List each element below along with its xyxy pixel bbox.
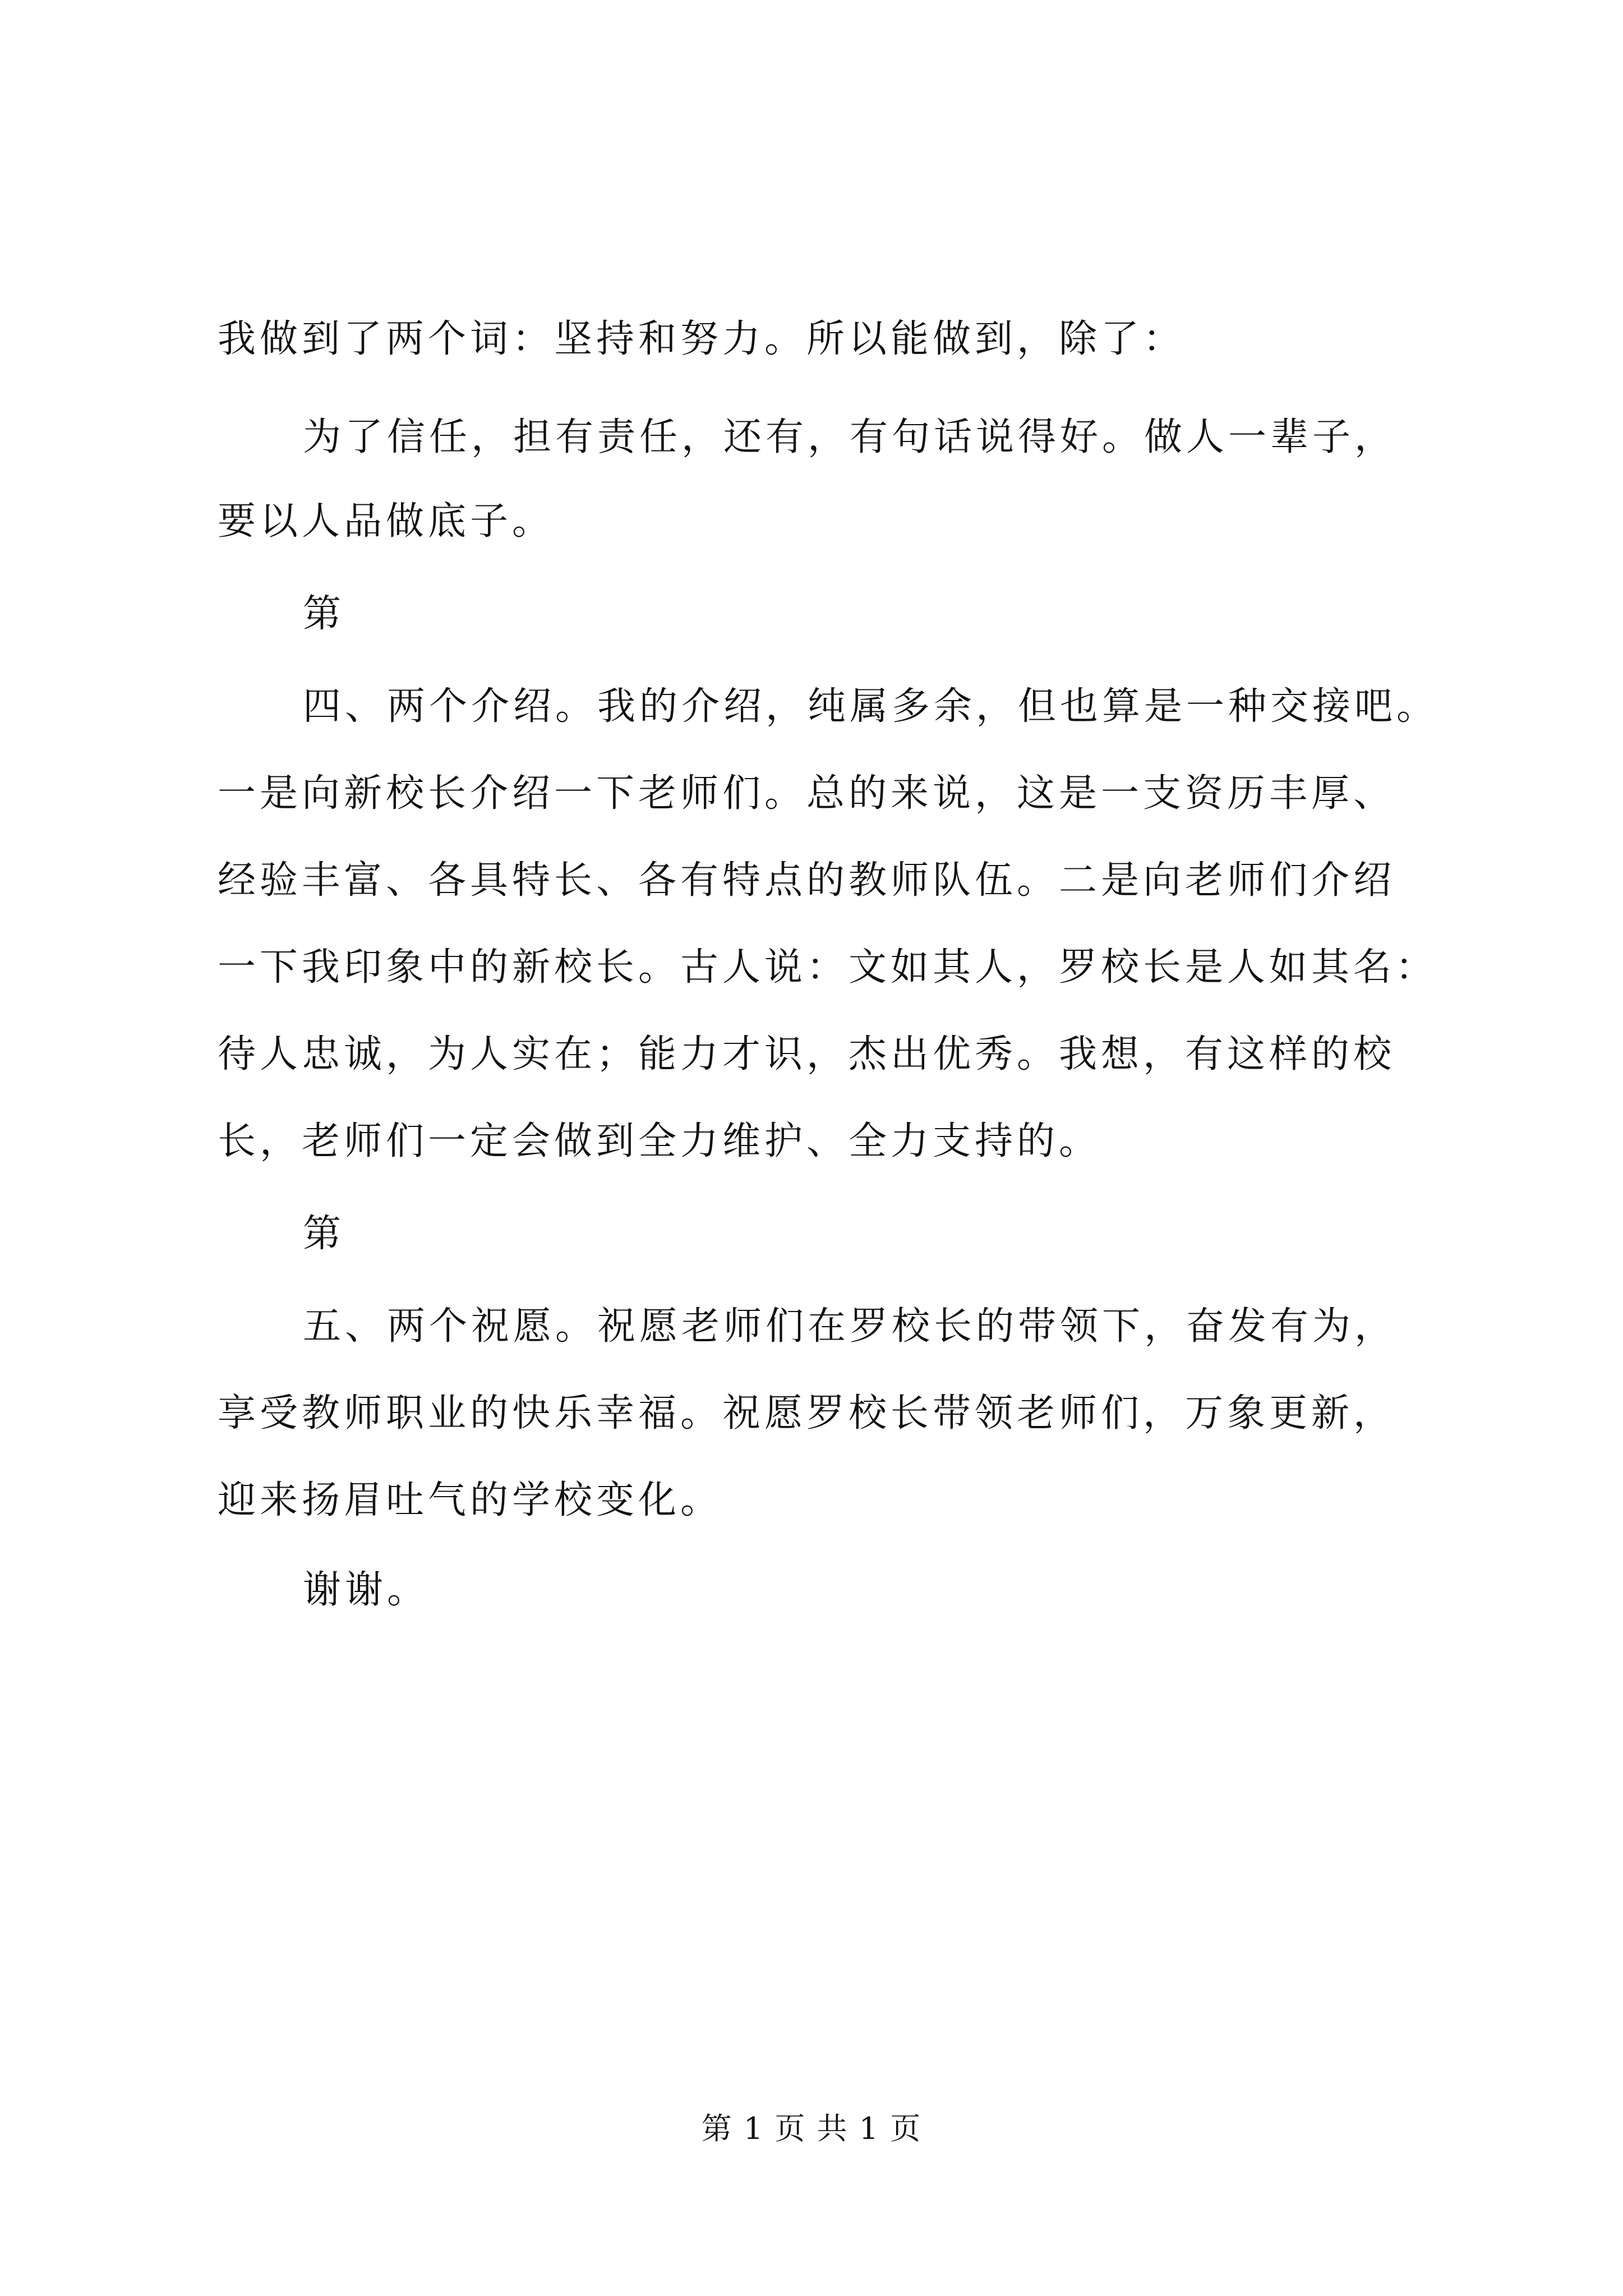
text-line: 长，老师们一定会做到全力维护、全力支持的。 — [218, 1119, 1101, 1163]
text-line: 为了信任，担有责任，还有，有句话说得好。做人一辈子， — [303, 415, 1397, 459]
text-line: 第 — [303, 1212, 345, 1256]
text-line: 四、两个介绍。我的介绍，纯属多余，但也算是一种交接吧。 — [303, 684, 1439, 729]
page-footer: 第 1 页 共 1 页 — [701, 2111, 922, 2146]
text-line: 经验丰富、各具特长、各有特点的教师队伍。二是向老师们介绍 — [218, 858, 1396, 903]
text-line: 一下我印象中的新校长。古人说：文如其人，罗校长是人如其名： — [218, 945, 1438, 990]
text-line: 谢谢。 — [303, 1568, 430, 1612]
text-line: 第 — [303, 592, 345, 636]
text-line: 要以人品做底子。 — [218, 499, 555, 544]
text-line: 迎来扬眉吐气的学校变化。 — [218, 1478, 723, 1522]
text-line: 我做到了两个词：坚持和努力。所以能做到，除了： — [218, 317, 1186, 361]
text-line: 享受教师职业的快乐幸福。祝愿罗校长带领老师们，万象更新， — [218, 1391, 1396, 1435]
text-line: 一是向新校长介绍一下老师们。总的来说，这是一支资历丰厚、 — [218, 771, 1396, 816]
text-line: 五、两个祝愿。祝愿老师们在罗校长的带领下，奋发有为， — [303, 1304, 1397, 1349]
text-line: 待人忠诚，为人实在；能力才识，杰出优秀。我想，有这样的校 — [218, 1032, 1396, 1076]
